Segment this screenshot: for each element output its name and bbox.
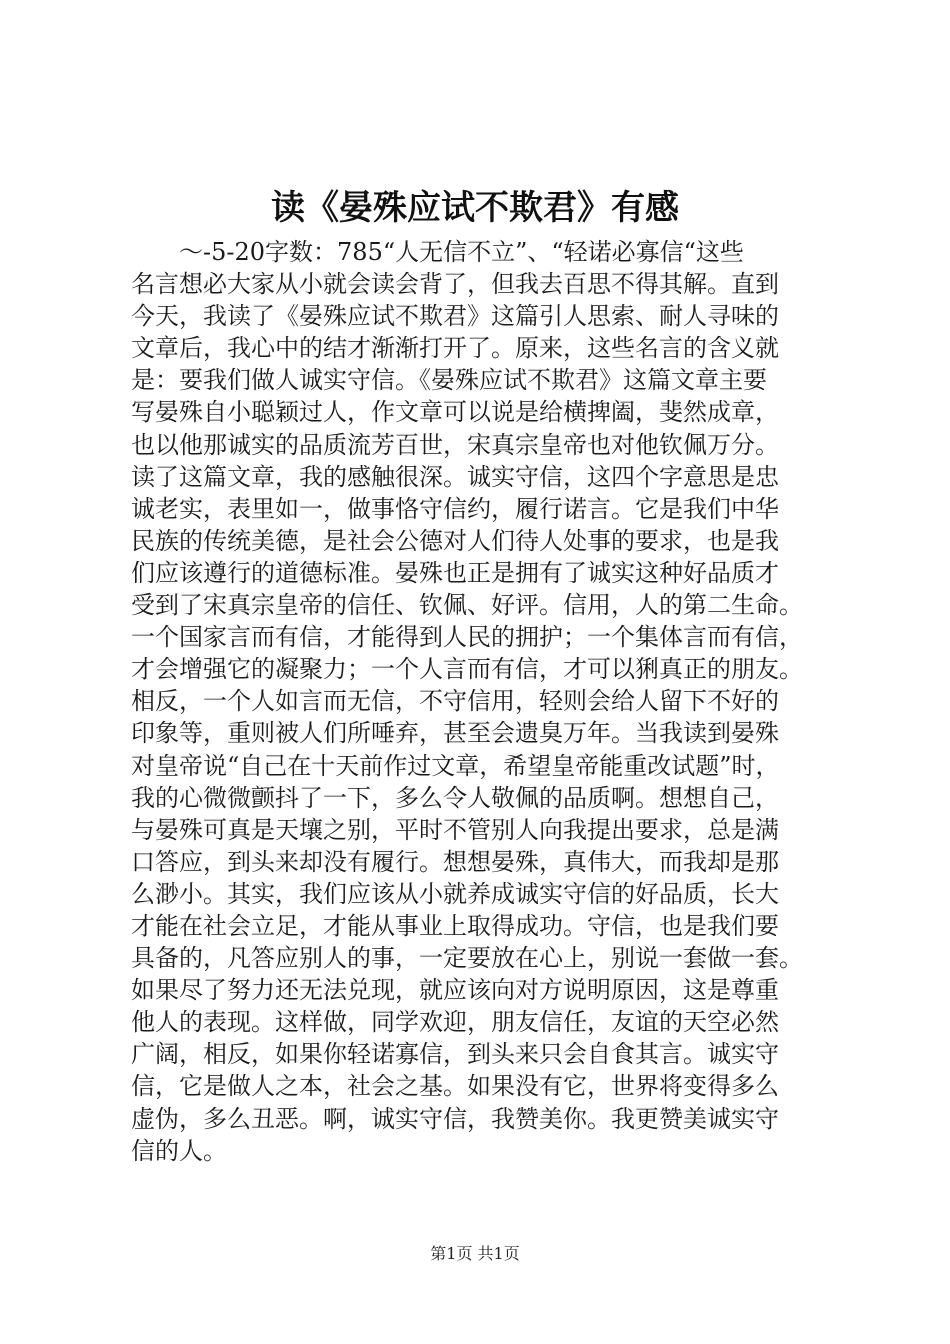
- body-line: 么渺小。其实，我们应该从小就养成诚实守信的好品质，长大: [131, 879, 779, 908]
- page-footer: 第1页 共1页: [430, 1244, 520, 1263]
- body-line: 如果尽了努力还无法兑现，就应该向对方说明原因，这是尊重: [131, 976, 779, 1005]
- body-line: 才会增强它的凝聚力；一个人言而有信，才可以猁真正的朋友。: [131, 655, 803, 684]
- body-line: 一个国家言而有信，才能得到人民的拥护；一个集体言而有信，: [131, 623, 803, 652]
- body-line: ～-5-20字数：785“人无信不立”、“轻诺必寡信“这些: [131, 238, 744, 266]
- body-line: 我的心微微颤抖了一下，多么令人敬佩的品质啊。想想自己，: [131, 783, 779, 812]
- body-line: 具备的，凡答应别人的事，一定要放在心上，别说一套做一套。: [131, 944, 803, 973]
- body-line: 印象等，重则被人们所唾弃，甚至会遗臭万年。当我读到晏殊: [131, 719, 779, 748]
- body-line: 虚伪，多么丑恶。啊，诚实守信，我赞美你。我更赞美诚实守: [131, 1104, 779, 1133]
- body-line: 信的人。: [131, 1136, 227, 1165]
- body-line: 诚老实，表里如一，做事恪守信约，履行诺言。它是我们中华: [131, 494, 779, 523]
- body-line: 才能在社会立足，才能从事业上取得成功。守信，也是我们要: [131, 911, 779, 940]
- body-line: 读了这篇文章，我的感触很深。诚实守信，这四个字意思是忠: [131, 462, 779, 491]
- body-line: 民族的传统美德，是社会公德对人们待人处事的要求，也是我: [131, 526, 779, 555]
- body-line: 们应该遵行的道德标准。晏殊也正是拥有了诚实这种好品质才: [131, 558, 779, 587]
- body-line: 信，它是做人之本，社会之基。如果没有它，世界将变得多么: [131, 1072, 779, 1101]
- body-line: 相反，一个人如言而无信，不守信用，轻则会给人留下不好的: [131, 687, 779, 716]
- body-line: 也以他那诚实的品质流芳百世，宋真宗皇帝也对他钦佩万分。: [131, 430, 779, 459]
- body-line: 他人的表现。这样做，同学欢迎，朋友信任，友谊的天空必然: [131, 1008, 779, 1037]
- body-line: 口答应，到头来却没有履行。想想晏殊，真伟大，而我却是那: [131, 847, 779, 876]
- body-line: 文章后，我心中的结才渐渐打开了。原来，这些名言的含义就: [131, 334, 779, 363]
- body-line: 写晏殊自小聪颖过人，作文章可以说是给横捭阖，斐然成章，: [131, 398, 779, 427]
- body-line: 对皇帝说“自己在十天前作过文章，希望皇帝能重改试题”时，: [131, 751, 780, 780]
- body-line: 今天，我读了《晏殊应试不欺君》这篇引人思索、耐人寻味的: [131, 302, 779, 331]
- document-body: [131, 236, 851, 1167]
- body-line: 广阔，相反，如果你轻诺寡信，到头来只会自食其言。诚实守: [131, 1040, 779, 1069]
- body-line: 名言想必大家从小就会读会背了，但我去百思不得其解。直到: [131, 270, 779, 299]
- document-title: 读《晏殊应试不欺君》有感: [271, 188, 679, 228]
- body-line: 是：要我们做人诚实守信。《晏殊应试不欺君》这篇文章主要: [131, 366, 767, 395]
- body-line: 与晏殊可真是天壤之别，平时不管别人向我提出要求，总是满: [131, 815, 779, 844]
- body-line: 受到了宋真宗皇帝的信任、钦佩、好评。信用，人的第二生命。: [131, 591, 803, 620]
